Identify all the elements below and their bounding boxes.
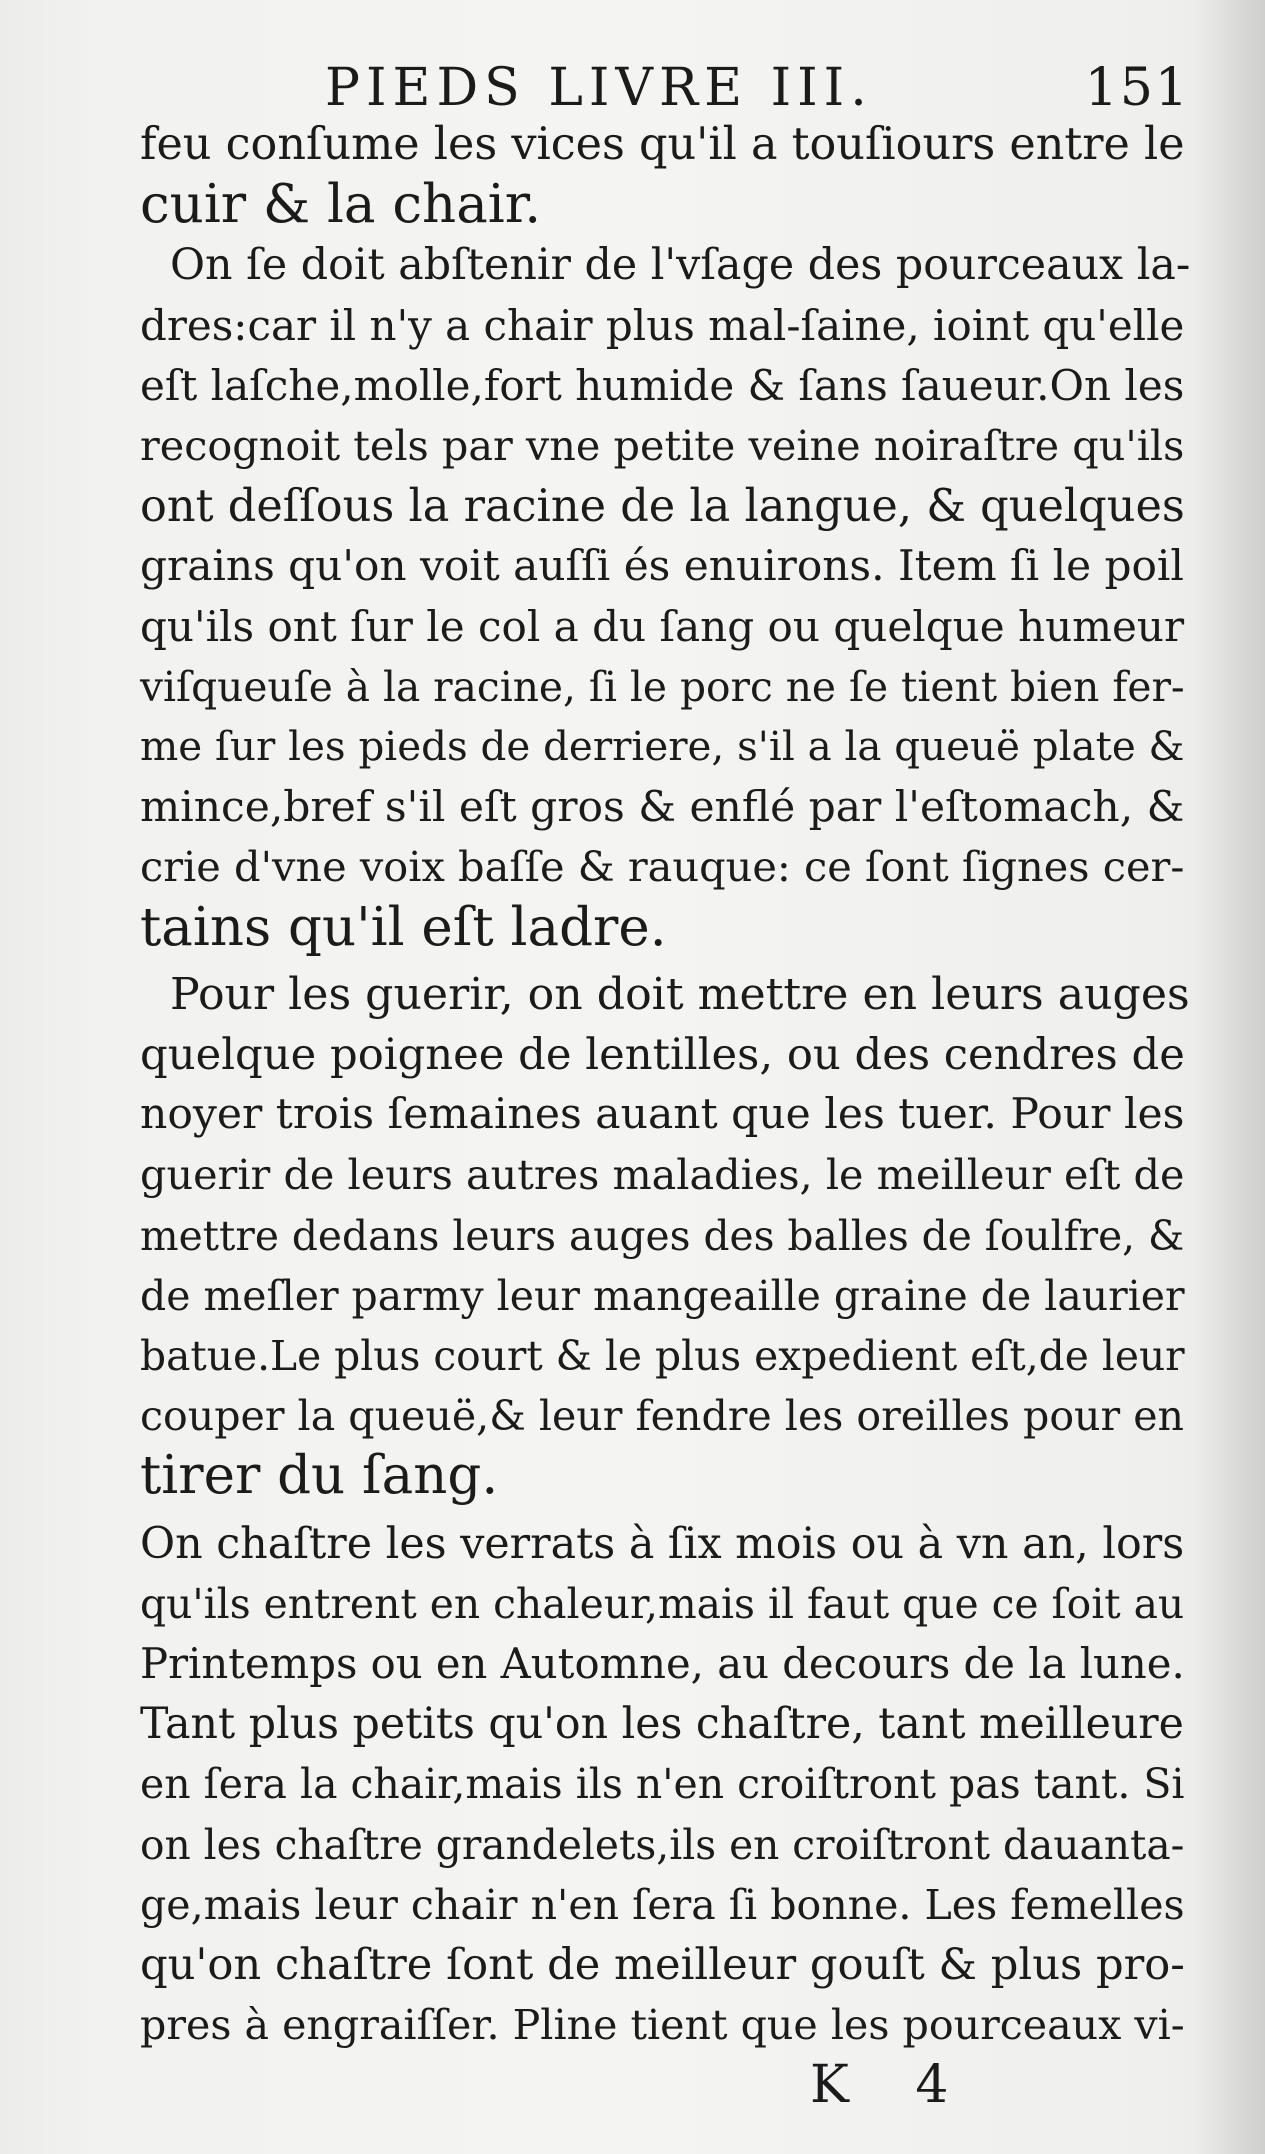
text-line: Printemps ou en Automne, au decours de la lune.	[140, 1639, 1185, 1689]
signature-number: 4	[915, 2055, 949, 2115]
gutter-shadow	[1195, 0, 1265, 2154]
page-number: 151	[1084, 58, 1190, 118]
text-line: On ſe doit abſtenir de l'vſage des pourceaux la-	[170, 240, 1191, 291]
paragraph	[140, 965, 1190, 1507]
text-line: ont deſſous la racine de la langue, & quelques	[140, 480, 1185, 533]
text-line: tirer du ſang.	[140, 1445, 499, 1507]
text-line: viſqueuſe à la racine, ſi le porc ne ſe tient bien fer-	[140, 662, 1185, 711]
text-line: Pour les guerir, on doit mettre en leurs auges	[170, 968, 1190, 1020]
text-line: qu'on chaſtre ſont de meilleur gouſt & plus pro-	[140, 1940, 1185, 1991]
signature-letter: K	[810, 2055, 849, 2115]
paragraph	[140, 115, 1190, 235]
text-line: dres:car il n'y a chair plus mal-ſaine, ioint qu'elle	[140, 300, 1185, 350]
running-title: PIEDS LIVRE III.	[325, 58, 873, 118]
text-line: crie d'vne voix baſſe & rauque: ce ſont ſignes cer-	[140, 843, 1185, 892]
text-line: grains qu'on voit auſſi és enuirons. Item ſi le poil	[140, 541, 1184, 591]
text-line: pres à engraiſſer. Pline tient que les pourceaux vi-	[140, 2001, 1185, 2050]
paragraph	[140, 1514, 1190, 2056]
text-line: feu conſume les vices qu'il a touſiours entre le	[140, 119, 1185, 170]
text-line: qu'ils entrent en chaleur,mais il faut que ce ſoit au	[140, 1579, 1185, 1628]
text-line: mettre dedans leurs auges des balles de ſoulfre, &	[140, 1211, 1185, 1260]
text-line: mince,bref s'il eſt gros & enflé par l'eſtomach, &	[140, 782, 1185, 832]
text-line: On chaſtre les verrats à ſix mois ou à vn an, lors	[140, 1518, 1185, 1569]
text-line: on les chaſtre grandelets,ils en croiſtront dauanta-	[140, 1820, 1185, 1869]
text-line: me ſur les pieds de derriere, s'il a la queuë plate &	[140, 723, 1185, 771]
text-line: noyer trois ſemaines auant que les tuer. Pour les	[140, 1090, 1185, 1140]
text-line: guerir de leurs autres maladies, le meilleur eſt de	[140, 1151, 1185, 1200]
text-line: cuir & la chair.	[140, 174, 542, 236]
text-line: qu'ils ont ſur le col a du ſang ou quelque humeur	[140, 601, 1185, 651]
text-line: Tant plus petits qu'on les chaſtre, tant meilleure	[140, 1699, 1184, 1750]
text-line: couper la queuë,& leur fendre les oreilles pour en	[140, 1392, 1185, 1441]
text-line: de meſler parmy leur mangeaille graine de laurier	[140, 1271, 1185, 1320]
text-line: en ſera la chair,mais ils n'en croiſtront pas tant. Si	[140, 1760, 1185, 1809]
paragraph	[140, 235, 1190, 957]
text-line: quelque poignee de lentilles, ou des cendres de	[140, 1030, 1185, 1081]
text-line: eſt laſche,molle,fort humide & ſans ſaueur.On les	[140, 360, 1185, 410]
text-line: batue.Le plus court & le plus expedient eſt,de leur	[140, 1332, 1185, 1381]
text-line: tains qu'il eſt ladre.	[140, 896, 667, 958]
text-line: ge,mais leur chair n'en ſera ſi bonne. Les femelles	[140, 1880, 1185, 1929]
signature-mark	[810, 2050, 948, 2120]
text-line: recognoit tels par vne petite veine noiraſtre qu'ils	[140, 422, 1185, 471]
body-text	[140, 115, 1190, 2056]
